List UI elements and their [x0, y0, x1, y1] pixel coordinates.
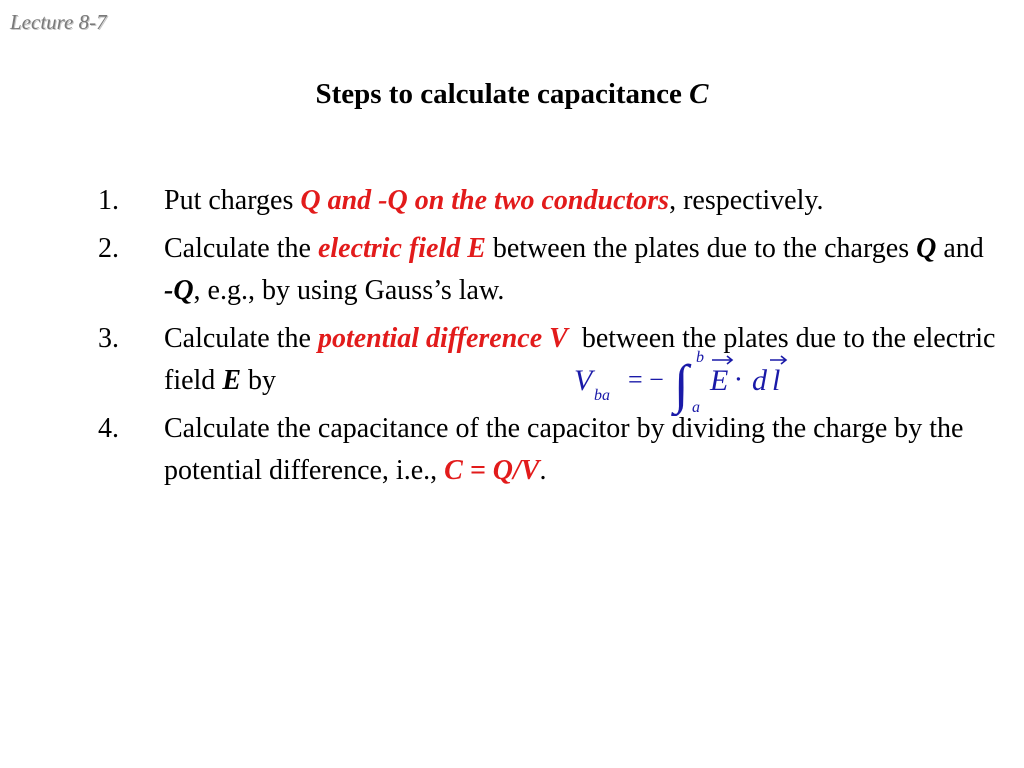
- formula-equals: = −: [628, 365, 664, 394]
- step-3: [98, 318, 1003, 402]
- step-highlight: potential difference V: [317, 323, 568, 354]
- vector-arrow-icon: [712, 356, 732, 364]
- step-text: , e.g., by using Gauss’s law.: [193, 275, 505, 306]
- steps-list: [98, 180, 1003, 498]
- step-text: Calculate the: [164, 233, 318, 264]
- step-1: [98, 180, 998, 222]
- step-number: 2.: [98, 233, 119, 264]
- step-highlight: Q and -Q on the two conductors: [300, 185, 670, 216]
- charge-symbol: -Q: [164, 275, 194, 306]
- potential-formula: [574, 342, 804, 416]
- step-text: between the plates due to the charges: [485, 233, 917, 264]
- step-text: and: [936, 233, 984, 264]
- step-number: 4.: [98, 413, 119, 444]
- formula-v: V: [574, 364, 593, 397]
- formula-lower-limit: a: [692, 399, 700, 416]
- step-4: [98, 408, 998, 492]
- step-text: between the plates due to the electric field: [164, 323, 1003, 396]
- formula-l: l: [772, 364, 781, 397]
- integral-icon: ∫: [674, 354, 689, 414]
- formula-d: d: [752, 364, 767, 397]
- title-symbol: C: [689, 78, 709, 110]
- step-highlight: C = Q/V: [444, 455, 540, 486]
- step-number: 1.: [98, 185, 119, 216]
- step-text: Calculate the capacitance of the capacitor by dividing the charge by the potential difference, i.e.,: [164, 413, 964, 486]
- formula-e: E: [710, 364, 729, 397]
- step-text: Put charges: [164, 185, 301, 216]
- vector-arrow-icon: [770, 356, 786, 364]
- title-text: Steps to calculate capacitance: [315, 78, 690, 110]
- formula-dot: ⋅: [734, 365, 743, 394]
- step-text: by: [241, 365, 276, 396]
- formula-subscript: ba: [594, 387, 610, 404]
- field-symbol: E: [222, 365, 241, 396]
- charge-symbol: Q: [916, 233, 937, 264]
- step-2: [98, 228, 998, 312]
- step-number: 3.: [98, 323, 119, 354]
- slide-title: [0, 78, 1024, 111]
- step-text: .: [539, 455, 547, 486]
- step-text: , respectively.: [669, 185, 824, 216]
- formula-upper-limit: b: [696, 349, 704, 366]
- lecture-label: Lecture 8-7: [10, 10, 107, 34]
- step-highlight: electric field E: [317, 233, 486, 264]
- step-text: Calculate the: [164, 323, 318, 354]
